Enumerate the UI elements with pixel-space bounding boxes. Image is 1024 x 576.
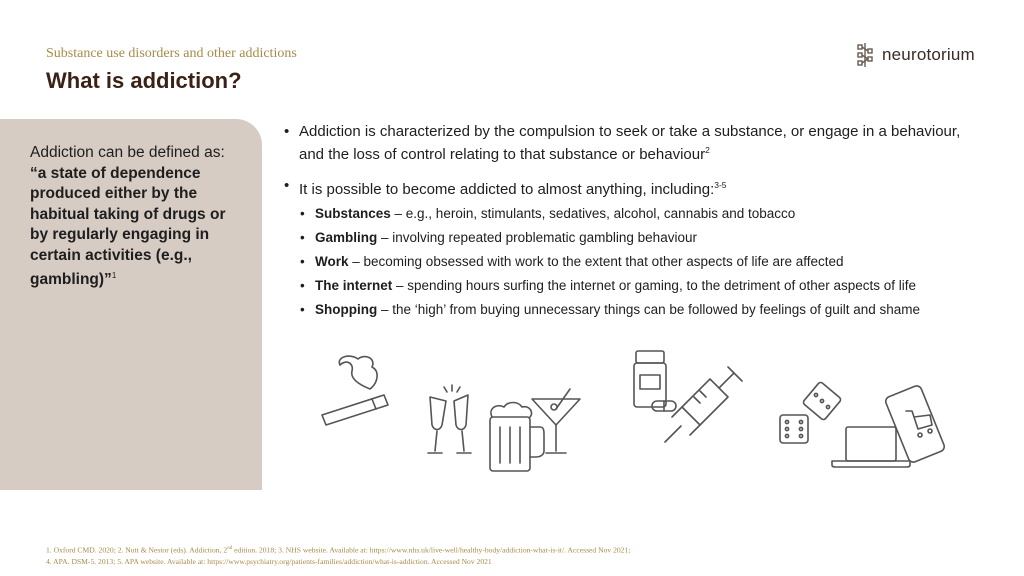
bullet-list: [284, 122, 984, 325]
sub-bullet-term: Gambling: [315, 230, 378, 245]
sub-bullet-desc: – the ‘high’ from buying unnecessary things can be followed by feelings of guilt and shame: [377, 302, 921, 317]
definition-ref: 1: [111, 271, 117, 280]
sub-bullet-desc: – involving repeated problematic gambling behaviour: [377, 230, 697, 245]
reference-line-1: [46, 543, 946, 556]
bullet-text: It is possible to become addicted to almost anything, including:: [299, 181, 715, 198]
logo-text: neurotorium: [882, 45, 975, 64]
sub-bullet-internet: [299, 277, 984, 294]
section-subtitle: Substance use disorders and other addictions: [46, 46, 297, 61]
sub-bullet-work: [299, 253, 984, 270]
bullet-definition: [284, 122, 984, 164]
sub-bullet-term: Substances: [315, 206, 391, 221]
dice-icon: [780, 381, 842, 443]
cocktail-icon: [532, 389, 580, 453]
definition-text: [30, 143, 230, 291]
sub-bullet-term: Work: [315, 254, 349, 269]
definition-quote: “a state of dependence produced either by the habitual taking of drugs or by regularly engaging in certain activities (e.g., gambling)”: [30, 164, 226, 289]
cigarette-icon: [322, 356, 388, 425]
sub-bullet-list: [284, 205, 984, 318]
definition-panel: [0, 119, 262, 490]
reference-text: 1. Oxford CMD. 2020; 2. Nutt & Nestor (eds). Addiction, 2: [46, 545, 228, 555]
sub-bullet-term: Shopping: [315, 302, 378, 317]
definition-intro: Addiction can be defined as:: [30, 144, 225, 161]
page-title: What is addiction?: [46, 68, 242, 93]
bullet-ref: 3-5: [714, 180, 727, 190]
neurotorium-logo-icon: [856, 43, 876, 67]
logo: [856, 42, 975, 68]
bullet-including: [284, 176, 984, 199]
bullet-text: Addiction is characterized by the compulsion to seek or take a substance, or engage in a behaviour, and the loss of control relating to that substance or behaviour: [299, 123, 961, 163]
reference-text: edition. 2018; 3. NHS website. Available at: https://www.nhs.uk/live-well/healthy-body/addiction-what-is-it/. Accessed Nov 2021;: [232, 545, 631, 555]
sub-bullet-gambling: [299, 229, 984, 246]
sub-bullet-desc: – becoming obsessed with work to the extent that other aspects of life are affected: [348, 254, 844, 269]
sub-bullet-term: The internet: [315, 278, 393, 293]
sub-bullet-shopping: [299, 301, 984, 318]
reference-line-2: 4. APA. DSM-5. 2013; 5. APA website. Available at: https://www.psychiatry.org/patients-families/addiction/what-is-addiction. Accessed Nov 2021: [46, 556, 492, 566]
sub-bullet-substances: [299, 205, 984, 222]
addiction-icons: [300, 345, 980, 475]
smartphone-cart-icon: [884, 384, 945, 463]
sub-bullet-desc: – spending hours surfing the internet or gaming, to the detriment of other aspects of life: [392, 278, 917, 293]
pill-bottle-icon: [634, 351, 676, 411]
sub-bullet-desc: – e.g., heroin, stimulants, sedatives, alcohol, cannabis and tobacco: [390, 206, 796, 221]
reference-sup: nd: [227, 546, 233, 551]
beer-mug-icon: [490, 403, 544, 472]
references: [46, 543, 946, 567]
bullet-ref: 2: [705, 145, 710, 155]
champagne-glasses-icon: [428, 385, 471, 453]
